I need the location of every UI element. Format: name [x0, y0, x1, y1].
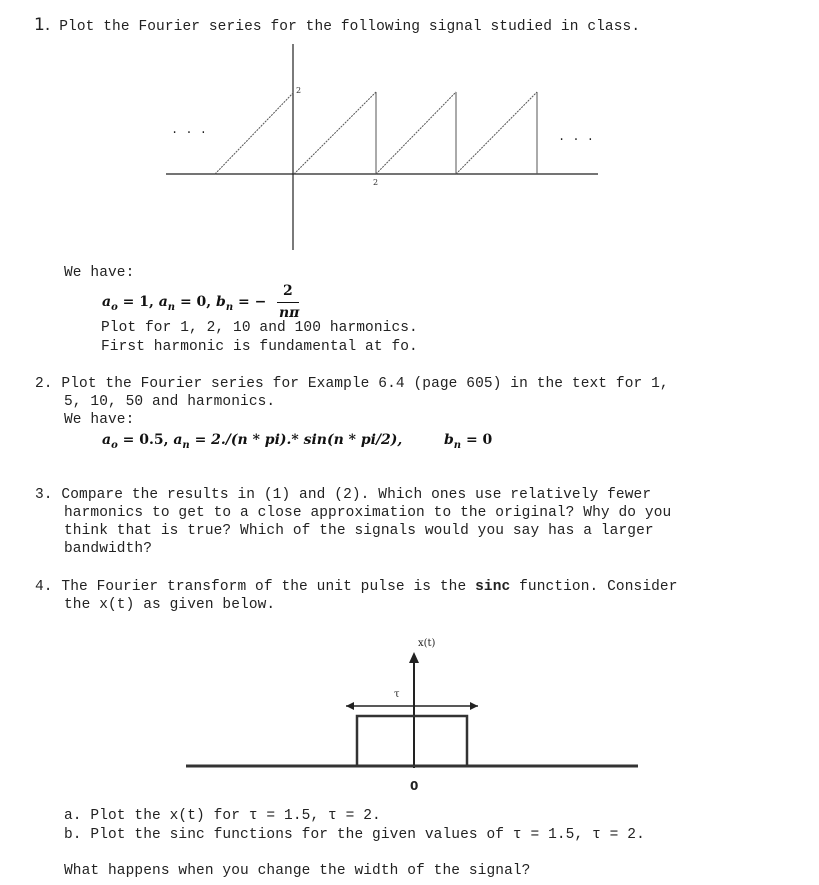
q1-frac-numerator: 2 — [283, 283, 293, 299]
q1-we-have: We have: — [64, 265, 135, 281]
tau-label: τ — [394, 689, 400, 700]
x-tick-label: 2 — [373, 178, 379, 187]
q4-sinc-bold: sinc — [475, 579, 511, 595]
q4-line1-b: function. Consider — [510, 579, 678, 595]
q2-bn: $b_n = 0$ — [444, 432, 493, 451]
q3-line4: bandwidth? — [64, 541, 153, 557]
xt-label: x(t) — [418, 638, 436, 649]
q3-line3: think that is true? Which of the signals would you say has a larger — [64, 523, 654, 539]
q1-prompt: Plot the Fourier series for the following signal studied in class. — [59, 19, 641, 35]
q1-frac-denominator: nπ — [279, 305, 300, 321]
q2-line1: Plot the Fourier series for Example 6.4 (page 605) in the text for 1, — [61, 376, 669, 392]
origin-label: 0 — [410, 779, 419, 793]
q1-number: 1. — [34, 15, 51, 35]
q2-line2: 5, 10, 50 and harmonics. — [64, 394, 276, 410]
q2-formula: $a_o = 0.5$, $a_n = 2./(n * pi).*$ sin(n * pi/2), — [102, 432, 403, 451]
q4-number: 4. — [35, 579, 53, 595]
q1-coefficients: $a_o = 1$, $a_n = 0$, $b_n$ = − — [102, 294, 267, 313]
ellipsis-right: . . . — [558, 130, 595, 144]
q3-number: 3. — [35, 487, 53, 503]
q3-line2: harmonics to get to a close approximation to the original? Why do you — [64, 505, 672, 521]
q1-line2: First harmonic is fundamental at fo. — [101, 339, 418, 355]
q4-line2: the x(t) as given below. — [64, 597, 276, 613]
q2-number: 2. — [35, 376, 53, 392]
q2-we-have: We have: — [64, 412, 135, 428]
y-tick-label: 2 — [296, 86, 302, 95]
q4-question: What happens when you change the width of the signal? — [64, 863, 531, 879]
q3-line1: Compare the results in (1) and (2). Which ones use relatively fewer — [61, 487, 652, 503]
q4-part-b: b. Plot the sinc functions for the given values of τ = 1.5, τ = 2. — [64, 827, 645, 843]
q1-line1: Plot for 1, 2, 10 and 100 harmonics. — [101, 320, 418, 336]
ellipsis-left: . . . — [171, 123, 208, 137]
q4-part-a: a. Plot the x(t) for τ = 1.5, τ = 2. — [64, 808, 381, 824]
q4-line1-a: The Fourier transform of the unit pulse is the — [61, 579, 476, 595]
